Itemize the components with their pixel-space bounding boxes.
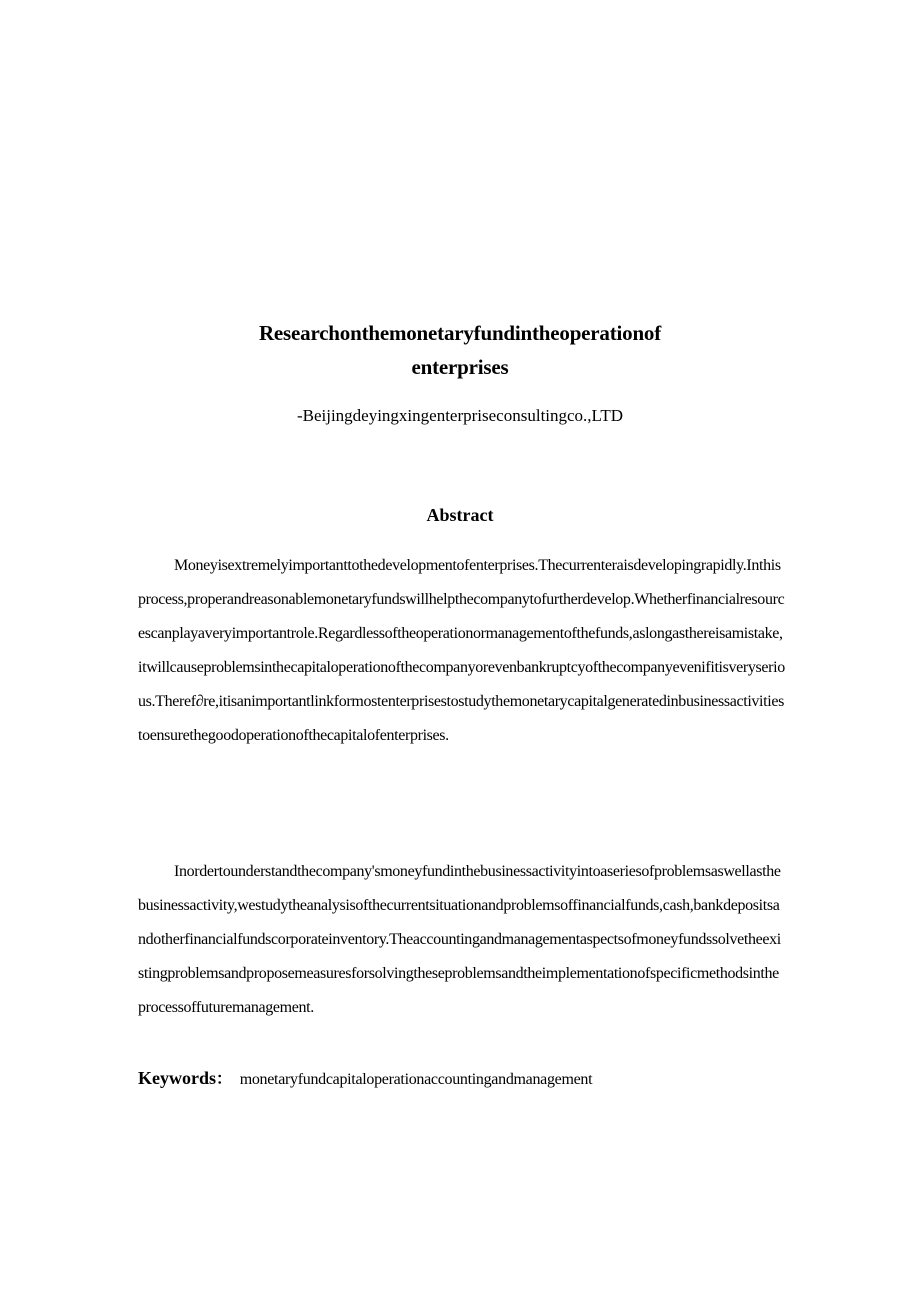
document-title [0, 316, 920, 384]
abstract-paragraph-2: Inordertounderstandthecompany'smoneyfundinthebusinessactivityintoaseriesofproblemsaswellasthebusinessactivity,westudytheanalysisofthecurrentsituationandproblemsoffinancialfunds,cash,bankdepositsandotherfinancialfundscorporateinventory.Theaccountingandmanagementaspectsofmoneyfundssolvetheexistingproblemsandproposemeasuresforsolvingtheseproblemsandtheimplementationofspecificmethodsintheprocessoffuturemanagement. [138, 863, 781, 1016]
keywords-text: monetaryfundcapitaloperationaccountingandmanagement [239, 1071, 593, 1088]
document-subtitle: -Beijingdeyingxingenterpriseconsultingco.,LTD [296, 406, 624, 425]
title-line-1: Researchonthemonetaryfundintheoperationof [258, 321, 662, 345]
keywords-label: Keywords [138, 1068, 216, 1088]
keywords-line [138, 1064, 786, 1094]
abstract-paragraph-1: Moneyisextremelyimportanttothedevelopmentofenterprises.Thecurrenteraisdevelopingrapidly.Inthisprocess,properandreasonablemonetaryfundswillhelpthecompanytofurtherdevelop.Whetherfinancialresourcescanplayaveryimportantrole.Regardlessoftheoperationormanagementofthefunds,aslongasthereisamistake,itwillcauseproblemsinthecapitaloperationofthecompanyorevenbankruptcyofthecompanyevenifitisveryserious.Theref∂re,itisanimportantlinkformostenterprisestostudythemonetarycapitalgeneratedinbusinessactivitiestoensurethegoodoperationofthecapitalofenterprises. [138, 557, 785, 744]
keywords-colon: ： [216, 1071, 232, 1088]
title-line-2: enterprises [411, 355, 509, 379]
abstract-heading: Abstract [426, 505, 494, 525]
